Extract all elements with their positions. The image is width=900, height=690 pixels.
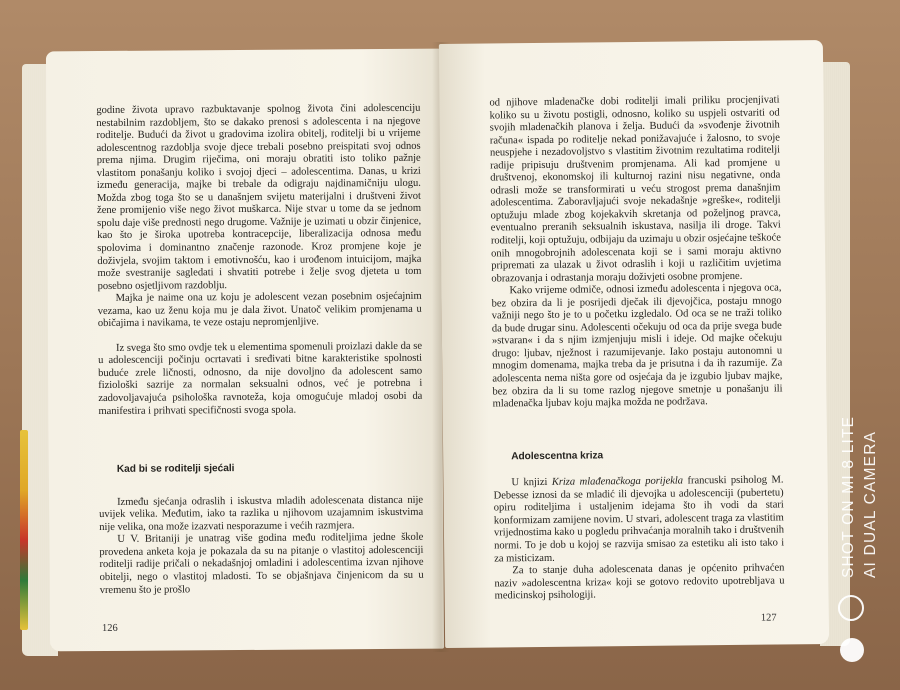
right-paragraph-3 — [493, 475, 784, 566]
left-page — [46, 49, 444, 652]
right-paragraph-3-prefix: U knjizi — [511, 477, 552, 489]
right-paragraph-4: Za to stanje duha adolescenata danas je općenito prihvaćen naziv »adolescentna kriza« koji se gotovo redovito upotrebljava u medicinskoj psihologiji. — [494, 562, 785, 602]
open-book — [22, 28, 850, 656]
left-paragraph-3: Iz svega što smo ovdje tek u elementima spomenuli proizlazi dakle da se u adolescenciji počinju ocrtavati i sređivati bitne karakteristike spolnosti buduće zrele ličnosti, odnosno, da nije dovoljno da adolescent samo fiziološki sazrije za normalan seksualni odnos, već je potrebna i zadovoljavajuća psihološka ravnoteža, koja omogućuje mladoj osobi da manifestira i prihvati specifičnosti svoga spola. — [98, 340, 423, 417]
watermark-dot-icon — [840, 638, 864, 662]
left-page-text — [96, 103, 423, 597]
right-page-text — [489, 94, 784, 603]
watermark-line-2: AI DUAL CAMERA — [862, 430, 879, 578]
left-paragraph-5: U V. Britaniji je unatrag više godina među roditeljima jedne škole provedena anketa koja je pokazala da su na pitanje o vlastitoj adolescenciji roditelji radije pričali o nekadašnjoj omladini i adolescentima izvan njihove obitelji, nego o vlastitoj mladosti. To se objašnjava činjenicom da su u vremenu što je prošlo — [99, 532, 424, 596]
right-page-number: 127 — [760, 612, 777, 624]
watermark-ring-icon — [838, 595, 864, 621]
left-section-heading: Kad bi se roditelji sjećali — [116, 463, 235, 476]
book-title-italic: Kriza mlađenačkoga porijekla — [551, 475, 684, 489]
colored-bookmark-stripe — [20, 430, 28, 630]
camera-watermark — [812, 320, 892, 680]
left-paragraph-2: Majka je naime ona uz koju je adolescent vezan posebnim osjećajnim vezama, kao uz ženu koja mu je dala život. Unatoč velikim promjenama u običajima i navikama, te veze ostaju nepromjenljive. — [97, 290, 422, 330]
right-paragraph-1: od njihove mladenačke dobi roditelji imali priliku procjenjivati koliko su u životu postigli, odnosno, koliko su uspjeli ostvariti od svojih mladenačkih planova i želja. Budući da »svođenje životnih računa« ispada po roditelje nekad ponižavajuće i žalosno, to svoje neuspjehe i nezadovoljstvo s vlastitim životnim rezultatima roditelji radije pripisuju društvenim promjenama. Ali kad promjene u društvenoj, ekonomskoj ili kulturnoj razini nisu negativne, onda odrasli može se transformirati u veću strogost prema današnjim adolescentima. Zaboravljajući svoje nekadašnje »greške«, roditelji optužuju mlade zbog kojekakvih skretanja od poželjnog pravca, eventualno preranih seksualnih iskustava, nasilja ili droge. Takvi roditelji, koji optužuju, odbijaju da uzimaju u obzir osjećajne teškoće onih mnogobrojnih adolescenata koji se i sami moraju aktivno pripremati za ulazak u život odraslih i koji u različitim uvjetima obrazovanja i odrastanja moraju doživjeti osobne promjene. — [489, 94, 782, 285]
left-paragraph-1: godine života upravo razbuktavanje spolnog života čini adolescenciju nestabilnim razdobljem, što se dakako prenosi s adolescenta i na njegove roditelje. Budući da život u gradovima izolira obitelj, roditelji bi u vrijeme adolescentnog razdoblja svoje djece trebali posebno preispitati svoj odnos prema njima. Drugim riječima, oni moraju obratiti isto toliko pažnje vlastitom ponašanju koliko i svojoj djeci – adolescentima. Danas, u krizi između generacija, majke bi trebale da odigraju najdinamičniju ulogu. Možda zbog toga što se u današnjem svijetu materijalni i društveni život žene promijenio više nego život muškarca. Nije stvar u tome da se jednom spolu daje više prednosti nego drugome. Važnije je uzimati u obzir činjenice, kao što je široka upotreba kontracepcije, liberalizacija odnosa među spolovima i dominantno značenje razonode. Kroz promjene koje je doživjela, svojim taktom i emotivnošću, kao i urođenom intuicijom, majka može svestranije sagledati i shvatiti potrebe i želje svog djeteta u tom posebno osjetljivom razdoblju. — [96, 102, 422, 292]
right-paragraph-2: Kako vrijeme odmiče, odnosi između adolescenta i njegova oca, bez obzira da li je posrijedi dječak ili djevojčica, postaju mnogo važniji nego što je to u početku izgledalo. Od oca se ne traži toliko da bude drugar sinu. Adolescenti očekuju od oca da prije svega bude »stvaran« i da s njim izmjenjuju misli i ideje. Od majke očekuju drugo: ljubav, nježnost i razumijevanje. Iako postaju autonomni u mnogim domenama, majka treba da je prisutna i da ih razumije. Za adolescenta nema ništa gore od osjećaja da je izgubio ljubav majke, bez obzira da li su tome razlog njegove smetnje u ponašanju ili mladenačka ljubav koju majka možda ne podržava. — [491, 282, 783, 410]
left-page-number: 126 — [101, 622, 118, 635]
right-section-heading: Adolescentna kriza — [511, 450, 604, 462]
watermark-line-1: SHOT ON MI 8 LITE — [840, 415, 857, 578]
right-page — [439, 40, 829, 648]
left-paragraph-4: Između sjećanja odraslih i iskustva mladih adolescenata distanca nije uvijek velika. Međutim, iako ta razlika u njihovom uzajamnim iskustvima nije velika, ona može izazvati nesporazume i većih razmjera. — [99, 494, 424, 533]
right-paragraph-3-rest: francuski psiholog M. Debesse iznosi da se mladić ili djevojka u adolescenciji (pubertetu) opiru roditeljima i ustaljenim idejama što ih vodi da stari konformizam zamijene novim. U stvari, adolescent traga za vlastitim vrijednostima kako u pogledu prihvaćanja moralnih tako i društvenih normi. To je dob u kojoj se razvija smisao za estetiku ali isto tako i za misticizam. — [493, 474, 785, 564]
